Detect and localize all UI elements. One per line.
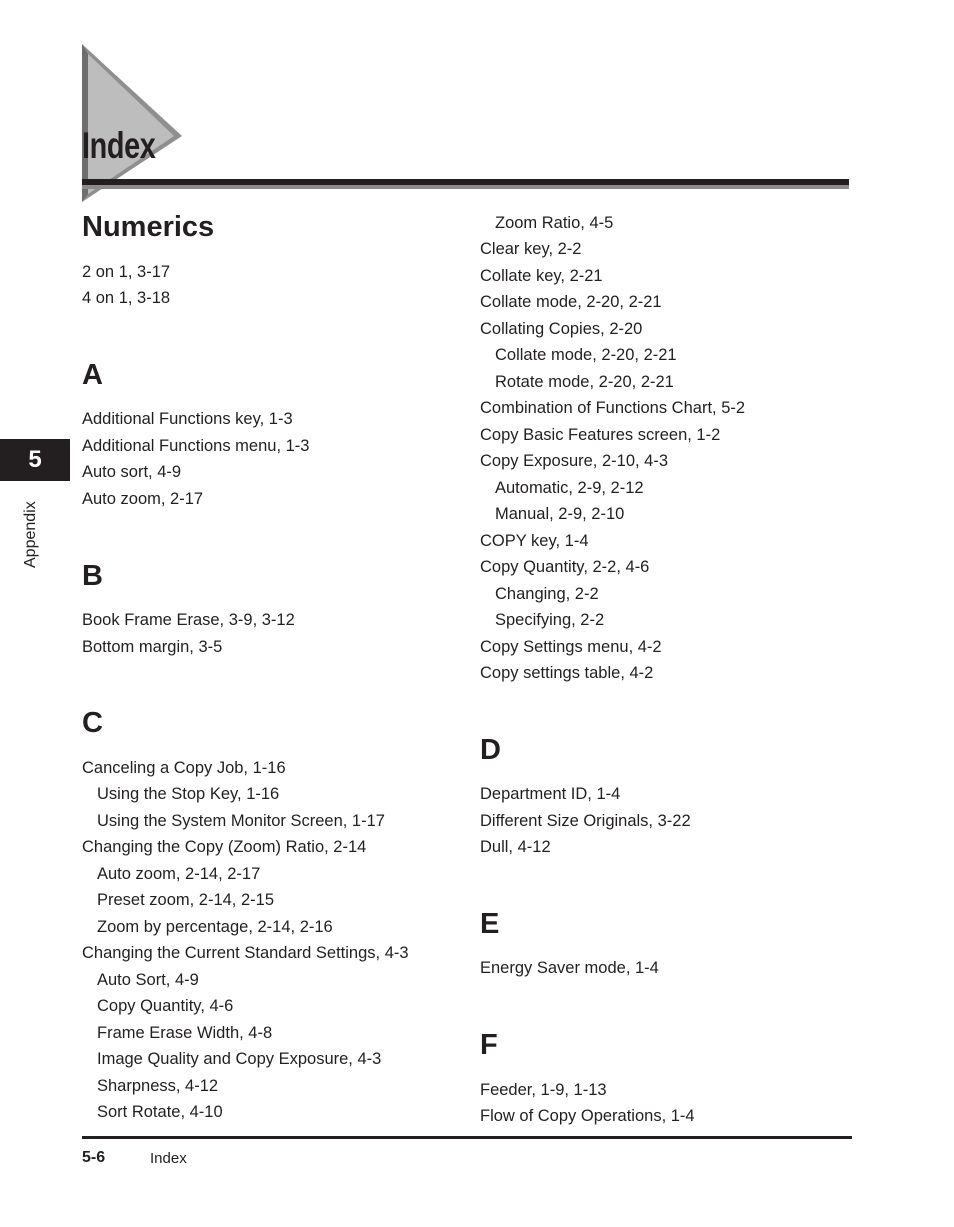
footer-rule [82,1136,852,1139]
index-entry: Feeder, 1-9, 1-13 [480,1081,607,1099]
index-entry: Flow of Copy Operations, 1-4 [480,1107,695,1125]
index-entry: Collate mode, 2-20, 2-21 [480,293,662,311]
page-title: Index [82,125,156,166]
index-subentry: Auto zoom, 2-14, 2-17 [97,865,261,883]
index-subentry: Collate mode, 2-20, 2-21 [495,346,677,364]
page-number: 5-6 [82,1149,106,1166]
index-subentry: Changing, 2-2 [495,585,599,603]
index-entry: Collating Copies, 2-20 [480,320,643,338]
index-subentry: Automatic, 2-9, 2-12 [495,479,644,497]
index-entry: Copy settings table, 4-2 [480,664,654,682]
index-entry: Auto zoom, 2-17 [82,490,204,508]
index-entry: Canceling a Copy Job, 1-16 [82,759,286,777]
index-entry: Combination of Functions Chart, 5-2 [480,399,746,417]
index-entry: Auto sort, 4-9 [82,463,182,481]
index-entry: Energy Saver mode, 1-4 [480,959,659,977]
index-subentry: Copy Quantity, 4-6 [97,997,234,1015]
index-entry: Clear key, 2-2 [480,240,582,258]
index-entry: Bottom margin, 3-5 [82,638,223,656]
index-entry: Additional Functions key, 1-3 [82,410,293,428]
index-entry: Changing the Copy (Zoom) Ratio, 2-14 [82,838,367,856]
section-heading-a: A [82,359,103,391]
index-entry: COPY key, 1-4 [480,532,589,550]
header-rule-shadow [82,185,849,189]
chapter-tab: 5 [0,439,70,481]
index-entry: Copy Basic Features screen, 1-2 [480,426,721,444]
index-entry: Additional Functions menu, 1-3 [82,437,310,455]
index-subentry: Preset zoom, 2-14, 2-15 [97,891,275,909]
index-subentry: Specifying, 2-2 [495,611,605,629]
index-entry: Collate key, 2-21 [480,267,603,285]
index-subentry: Image Quality and Copy Exposure, 4-3 [97,1050,382,1068]
section-heading-numerics: Numerics [82,211,215,243]
index-entry: Copy Exposure, 2-10, 4-3 [480,452,669,470]
index-entry: 4 on 1, 3-18 [82,289,171,307]
index-entry: Copy Settings menu, 4-2 [480,638,662,656]
index-subentry: Using the System Monitor Screen, 1-17 [97,812,385,830]
section-heading-d: D [480,734,501,766]
index-subentry: Frame Erase Width, 4-8 [97,1024,273,1042]
index-entry: Department ID, 1-4 [480,785,621,803]
section-heading-f: F [480,1029,498,1061]
index-entry: Book Frame Erase, 3-9, 3-12 [82,611,295,629]
index-subentry: Zoom Ratio, 4-5 [495,214,614,232]
index-entry: Changing the Current Standard Settings, 4-3 [82,944,409,962]
index-subentry: Sharpness, 4-12 [97,1077,219,1095]
index-subentry: Sort Rotate, 4-10 [97,1103,223,1121]
index-entry: Dull, 4-12 [480,838,551,856]
index-subentry: Auto Sort, 4-9 [97,971,199,989]
index-subentry: Using the Stop Key, 1-16 [97,785,280,803]
index-entry: Copy Quantity, 2-2, 4-6 [480,558,650,576]
index-subentry: Zoom by percentage, 2-14, 2-16 [97,918,333,936]
section-heading-e: E [480,908,500,940]
index-subentry: Manual, 2-9, 2-10 [495,505,625,523]
index-entry: Different Size Originals, 3-22 [480,812,691,830]
section-heading-c: C [82,707,103,739]
footer-section-label: Index [150,1150,187,1167]
index-subentry: Rotate mode, 2-20, 2-21 [495,373,674,391]
section-heading-b: B [82,560,103,592]
chapter-side-label: Appendix [22,501,39,568]
index-entry: 2 on 1, 3-17 [82,263,171,281]
